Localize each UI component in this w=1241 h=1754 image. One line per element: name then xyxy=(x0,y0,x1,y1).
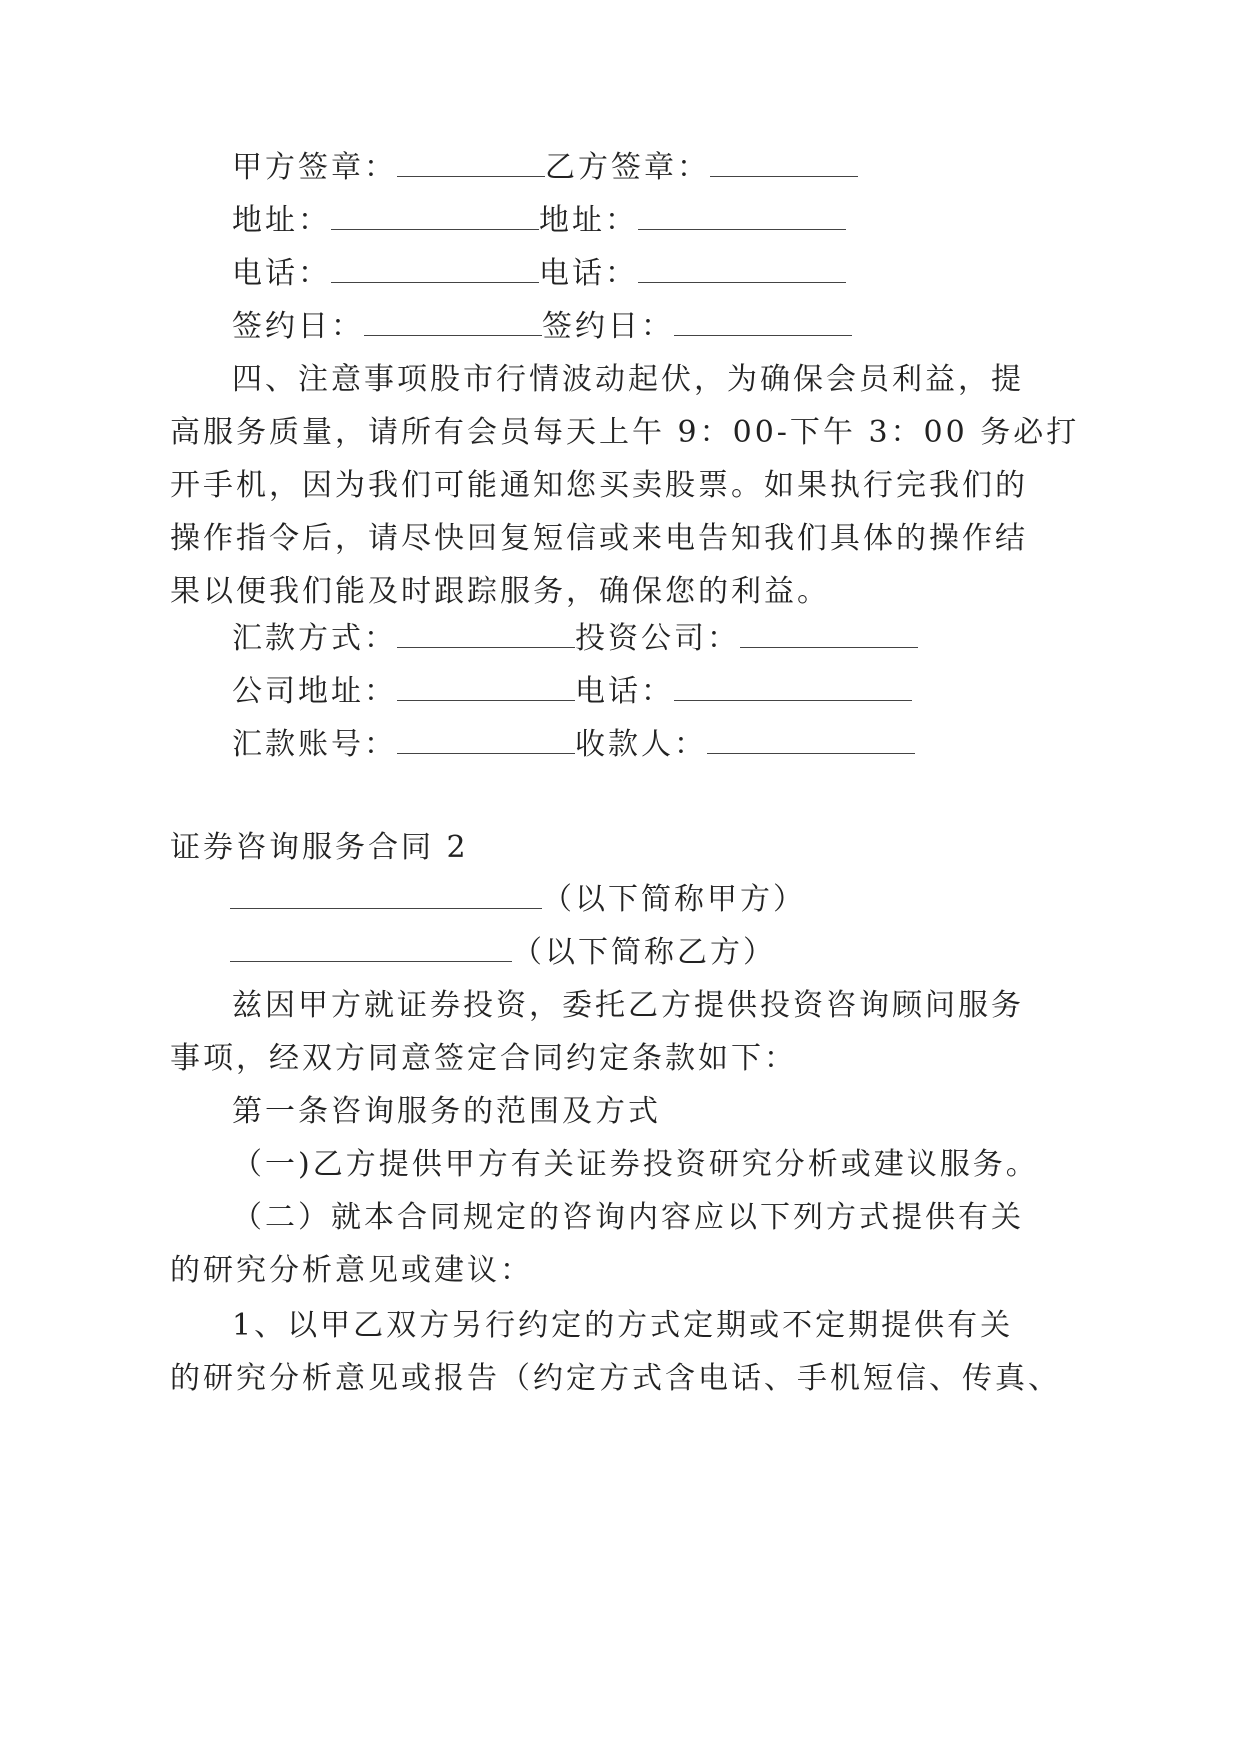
article-title: 第一条咨询服务的范围及方式 xyxy=(232,1094,661,1129)
party-a-seal-label: 甲方签章： xyxy=(232,150,397,185)
party-b-name-blank xyxy=(230,939,512,962)
contract-title: 证券咨询服务合同 2 xyxy=(170,830,469,865)
party-a-phone-blank xyxy=(331,260,539,283)
party-a-phone-label: 电话： xyxy=(232,256,331,291)
company-address-blank xyxy=(397,678,575,701)
party-b-note: （以下简称乙方） xyxy=(512,935,776,970)
article-item: （二）就本合同规定的咨询内容应以下列方式提供有关 xyxy=(232,1200,1024,1235)
party-b-address-blank xyxy=(638,207,846,230)
article-item: 1、以甲乙双方另行约定的方式定期或不定期提供有关 xyxy=(232,1308,1014,1343)
party-b-date-blank xyxy=(674,313,852,336)
party-a-date-blank xyxy=(364,313,542,336)
intro-line: 兹因甲方就证券投资，委托乙方提供投资咨询顾问服务 xyxy=(232,988,1024,1023)
party-a-date-label: 签约日： xyxy=(232,309,364,344)
notice-line: 操作指令后，请尽快回复短信或来电告知我们具体的操作结 xyxy=(170,521,1028,556)
account-label: 汇款账号： xyxy=(232,727,397,762)
payment-row-account xyxy=(232,725,915,765)
signature-row-seal xyxy=(232,148,858,188)
party-a-seal-blank xyxy=(397,154,545,177)
signature-row-date xyxy=(232,307,852,347)
intro-line: 事项，经双方同意签定合同约定条款如下： xyxy=(170,1041,797,1076)
party-b-phone-blank xyxy=(638,260,846,283)
account-blank xyxy=(397,731,575,754)
company-address-label: 公司地址： xyxy=(232,674,397,709)
party-a-address-blank xyxy=(331,207,539,230)
party-b-phone-label: 电话： xyxy=(539,256,638,291)
notice-line: 高服务质量，请所有会员每天上午 9：00-下午 3：00 务必打 xyxy=(170,415,1080,450)
payment-row-method xyxy=(232,619,918,659)
payee-blank xyxy=(707,731,915,754)
payment-method-label: 汇款方式： xyxy=(232,621,397,656)
party-a-row xyxy=(230,880,806,920)
notice-line: 开手机，因为我们可能通知您买卖股票。如果执行完我们的 xyxy=(170,468,1028,503)
article-item: 的研究分析意见或报告（约定方式含电话、手机短信、传真、 xyxy=(170,1361,1061,1396)
party-b-row xyxy=(230,933,776,973)
signature-row-phone xyxy=(232,254,846,294)
party-b-seal-label: 乙方签章： xyxy=(545,150,710,185)
party-b-seal-blank xyxy=(710,154,858,177)
notice-line: 四、注意事项股市行情波动起伏，为确保会员利益，提 xyxy=(232,362,1024,397)
investment-company-label: 投资公司： xyxy=(575,621,740,656)
party-a-name-blank xyxy=(230,886,542,909)
payment-row-address xyxy=(232,672,912,712)
party-a-note: （以下简称甲方） xyxy=(542,882,806,917)
party-b-address-label: 地址： xyxy=(539,203,638,238)
payment-method-blank xyxy=(397,625,575,648)
article-item: （一)乙方提供甲方有关证券投资研究分析或建议服务。 xyxy=(232,1147,1039,1182)
party-b-date-label: 签约日： xyxy=(542,309,674,344)
company-phone-label: 电话： xyxy=(575,674,674,709)
payee-label: 收款人： xyxy=(575,727,707,762)
company-phone-blank xyxy=(674,678,912,701)
signature-row-address xyxy=(232,201,846,241)
investment-company-blank xyxy=(740,625,918,648)
notice-line: 果以便我们能及时跟踪服务，确保您的利益。 xyxy=(170,574,830,609)
article-item: 的研究分析意见或建议： xyxy=(170,1253,533,1288)
party-a-address-label: 地址： xyxy=(232,203,331,238)
